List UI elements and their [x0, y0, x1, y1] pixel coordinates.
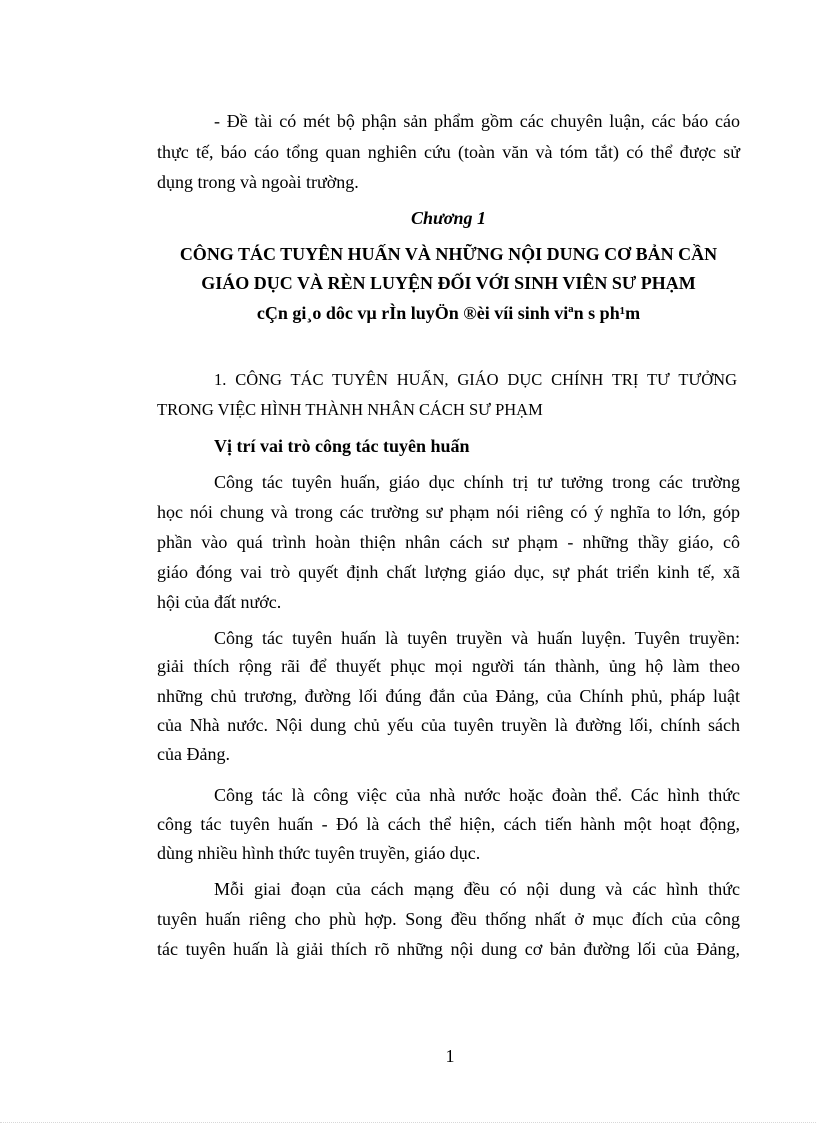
paragraph-3-line-1: Công tác là công việc của nhà nước hoặc đoàn thể. Các hình thức: [214, 785, 740, 805]
subsection-heading: Vị trí vai trò công tác tuyên huấn: [214, 436, 470, 456]
section-heading-line-2: TRONG VIỆC HÌNH THÀNH NHÂN CÁCH SƯ PHẠM: [157, 400, 543, 419]
paragraph-1-line-2: học nói chung và trong các trường sư phạm nói riêng có ý nghĩa to lớn, góp: [157, 502, 740, 522]
paragraph-2-line-5: của Đảng.: [157, 744, 230, 764]
paragraph-2-line-1: Công tác tuyên huấn là tuyên truyền và huấn luyện. Tuyên truyền:: [214, 628, 740, 648]
garbled-subtitle: cÇn gi¸o dôc vµ rÌn luyÖn ®èi víi sinh viªn s ph¹m: [256, 303, 641, 323]
intro-line-3: dụng trong và ngoài trường.: [157, 172, 359, 192]
paragraph-2-line-2: giải thích rộng rãi để thuyết phục mọi người tán thành, ủng hộ làm theo: [157, 656, 740, 676]
chapter-title-line-1: CÔNG TÁC TUYÊN HUẤN VÀ NHỮNG NỘI DUNG CƠ BẢN CẦN: [179, 244, 718, 264]
paragraph-4-line-2: tuyên huấn riêng cho phù hợp. Song đều thống nhất ở mục đích của công: [157, 909, 740, 929]
section-heading-line-1: 1. CÔNG TÁC TUYÊN HUẤN, GIÁO DỤC CHÍNH TRỊ TƯ TƯỞNG: [214, 370, 737, 389]
intro-line-1: - Đề tài có mét bộ phận sản phẩm gồm các chuyên luận, các báo cáo: [214, 111, 740, 131]
page-number: 1: [445, 1046, 455, 1066]
paragraph-3-line-2: công tác tuyên huấn - Đó là cách thể hiện, cách tiến hành một hoạt động,: [157, 814, 740, 834]
paragraph-2-line-4: của Nhà nước. Nội dung chủ yếu của tuyên truyền là đường lối, chính sách: [157, 715, 740, 735]
paragraph-3-line-3: dùng nhiều hình thức tuyên truyền, giáo dục.: [157, 843, 481, 863]
paragraph-2-line-3: những chủ trương, đường lối đúng đắn của Đảng, của Chính phủ, pháp luật: [157, 686, 740, 706]
paragraph-1-line-3: phần vào quá trình hoàn thiện nhân cách sư phạm - những thầy giáo, cô: [157, 532, 740, 552]
paragraph-4-line-3: tác tuyên huấn là giải thích rõ những nội dung cơ bản đường lối của Đảng,: [157, 939, 740, 959]
paragraph-1-line-4: giáo đóng vai trò quyết định chất lượng giáo dục, sự phát triển kinh tế, xã: [157, 562, 740, 582]
paragraph-4-line-1: Mỗi giai đoạn của cách mạng đều có nội dung và các hình thức: [214, 879, 740, 899]
paragraph-1-line-5: hội của đất nước.: [157, 592, 282, 612]
paragraph-1-line-1: Công tác tuyên huấn, giáo dục chính trị tư tưởng trong các trường: [214, 472, 740, 492]
chapter-label: Chương 1: [411, 208, 486, 228]
chapter-title-line-2: GIÁO DỤC VÀ RÈN LUYỆN ĐỐI VỚI SINH VIÊN SƯ PHẠM: [201, 273, 696, 293]
intro-line-2: thực tế, báo cáo tổng quan nghiên cứu (toàn văn và tóm tắt) có thể được sử: [157, 142, 740, 162]
